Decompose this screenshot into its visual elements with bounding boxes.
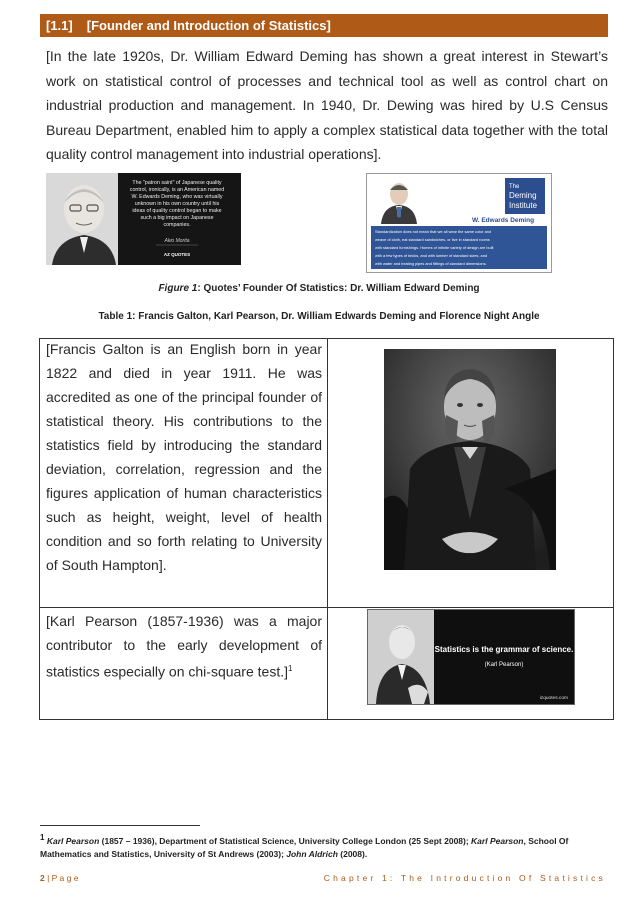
footnote-separator [40, 825, 200, 826]
institute-logo-line: Institute [509, 201, 538, 210]
chapter-title: Chapter 1: The Introduction Of Statistics [323, 873, 606, 883]
page-number-value: 2 [40, 873, 45, 883]
section-title: [Founder and Introduction of Statistics] [86, 18, 331, 33]
left-quote-line: companies. [163, 222, 191, 228]
pearson-description [46, 609, 322, 684]
right-quote-line: weave of cloth, eat standard sandwiches, or live in standard rooms [375, 237, 490, 242]
left-quote-line: unknown in his own country until his [134, 201, 220, 207]
pearson-quote-image [367, 609, 575, 705]
deming-quote-image-right [366, 173, 552, 273]
galton-description: [Francis Galton is an English born in year 1822 and died in year 1911. He was accredited as one of the principal founder of statistical theory. His contributions to the statistics field by introducing the standard deviation, correlation, regression and the figures application of human characteristics such as height, weight, level of health condition and so forth relating to University of South Hampton]. [46, 341, 322, 573]
section-number: [1.1] [46, 18, 73, 33]
footnote-text: (2008). [337, 848, 368, 859]
pearson-quote-author: (Karl Pearson) [484, 662, 524, 668]
left-quote-line: control, ironically, is an American named [129, 187, 225, 193]
page-number [40, 873, 78, 883]
figure-caption-text: : Quotes’ Founder Of Statistics: Dr. William Edward Deming [197, 283, 480, 294]
section-heading [40, 14, 608, 37]
left-quote-line: The "patron saint" of Japanese quality [132, 180, 222, 186]
footnote-number: 1 [40, 833, 45, 842]
left-quote-line: W. Edwards Deming, who was virtually [131, 194, 223, 200]
right-quote-line: with standard furnishings. Homes of infinite variety of design are built [375, 245, 494, 250]
pearson-quote-text: Statistics is the grammar of science. [434, 645, 574, 654]
footnote-author: John Aldrich [286, 848, 338, 859]
footnote-author: Karl Pearson [46, 835, 100, 846]
right-quote-line: with a few types of bricks, and with lumber of standard sizes, and [375, 253, 488, 258]
pearson-description-text: [Karl Pearson (1857-1936) was a major contributor to the early development of statistics especially on chi-square test.] [46, 613, 322, 680]
left-quote-line: such a big impact on Japanese [140, 215, 214, 221]
institute-logo-line: Deming [509, 191, 537, 200]
page-label: | P a g e [44, 873, 79, 883]
deming-quote-image-left [46, 173, 241, 265]
footnote [40, 831, 612, 861]
figure-caption-label: Figure 1 [158, 283, 198, 294]
galton-portrait [384, 349, 556, 570]
figure-caption [0, 283, 638, 294]
right-quote-line: Standardization does not mean that we all wear the same color and [375, 229, 492, 234]
az-quotes-brand: AZ QUOTES [163, 252, 191, 257]
izquotes-brand: izquotes.com [539, 696, 568, 701]
table-column-divider [327, 339, 328, 719]
footnote-text: , School Of Mathematics and Statistics, University of St Andrews (2003); [40, 835, 569, 859]
footnote-author: Karl Pearson [471, 835, 524, 846]
left-quote-line: ideas of quality control began to make [132, 208, 222, 214]
table-row-divider [40, 607, 613, 608]
founders-table [39, 338, 614, 720]
footnote-reference[interactable]: 1 [288, 664, 293, 673]
table-caption: Table 1: Francis Galton, Karl Pearson, Dr. William Edwards Deming and Florence Night Angle [98, 311, 540, 322]
left-quote-signature: Akio Morita [164, 238, 190, 244]
footnote-text: (1857 – 1936), Department of Statistical Science, University College London (25 Sept 2008); [99, 835, 472, 846]
right-quote-line: with water and heating pipes and fittings of standard dimensions. [375, 261, 487, 266]
intro-paragraph: [In the late 1920s, Dr. William Edward Deming has shown a great interest in Stewart’s work on statistical control of processes and technical tool as well as control chart on industrial production and management. In 1940, Dr. Dewing was hired by U.S Census Bureau Department, enabled him to apply a complex statistical data together with the total quality control management into industrial operations]. [46, 48, 608, 162]
deming-name-label: W. Edwards Deming [471, 217, 535, 224]
institute-logo-line: The [509, 184, 520, 190]
